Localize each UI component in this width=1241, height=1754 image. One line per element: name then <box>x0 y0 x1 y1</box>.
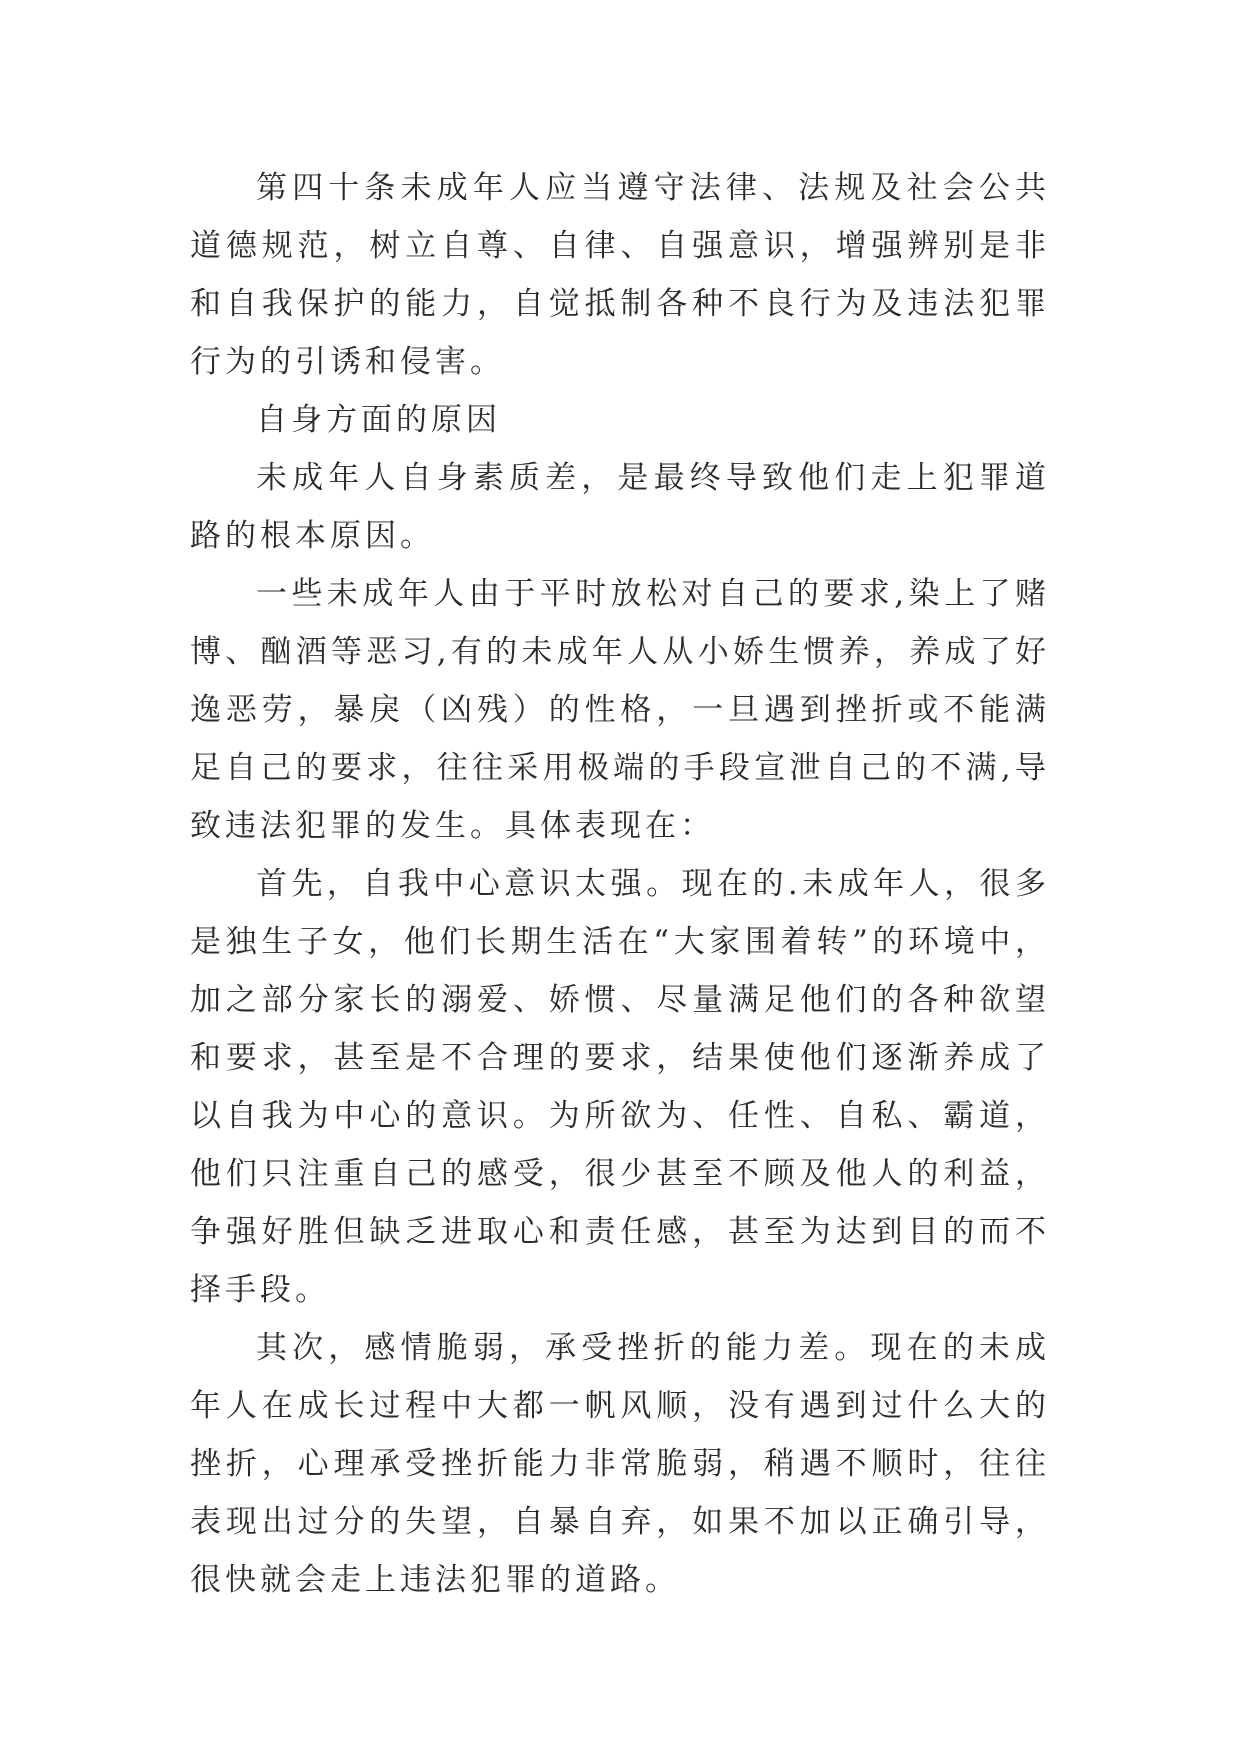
section-heading: 自身方面的原因 <box>256 402 501 438</box>
document-body <box>190 159 1050 1609</box>
article-paragraph: 第四十条未成年人应当遵守法律、法规及社会公共道德规范，树立自尊、自律、自强意识，增强辨别是非和自我保护的能力，自觉抵制各种不良行为及违法犯罪行为的引诱和侵害。 <box>190 170 1050 380</box>
body-paragraph: 未成年人自身素质差，是最终导致他们走上犯罪道路的根本原因。 <box>190 460 1050 554</box>
body-paragraph: 其次，感情脆弱，承受挫折的能力差。现在的未成年人在成长过程中大都一帆风顺，没有遇到过什么大的挫折，心理承受挫折能力非常脆弱，稍遇不顺时，往往表现出过分的失望，自暴自弃，如果不加以正确引导，很快就会走上违法犯罪的道路。 <box>190 1330 1050 1598</box>
body-paragraph: 首先，自我中心意识太强。现在的.未成年人，很多是独生子女，他们长期生活在“大家围着转”的环境中，加之部分家长的溺爱、娇惯、尽量满足他们的各种欲望和要求，甚至是不合理的要求，结果使他们逐渐养成了以自我为中心的意识。为所欲为、任性、自私、霸道，他们只注重自己的感受，很少甚至不顾及他人的利益，争强好胜但缺乏进取心和责任感，甚至为达到目的而不择手段。 <box>190 866 1050 1308</box>
body-paragraph: 一些未成年人由于平时放松对自己的要求,染上了赌博、酗酒等恶习,有的未成年人从小娇生惯养，养成了好逸恶劳，暴戾（凶残）的性格，一旦遇到挫折或不能满足自己的要求，往往采用极端的手段宣泄自己的不满,导致违法犯罪的发生。具体表现在： <box>190 576 1050 844</box>
